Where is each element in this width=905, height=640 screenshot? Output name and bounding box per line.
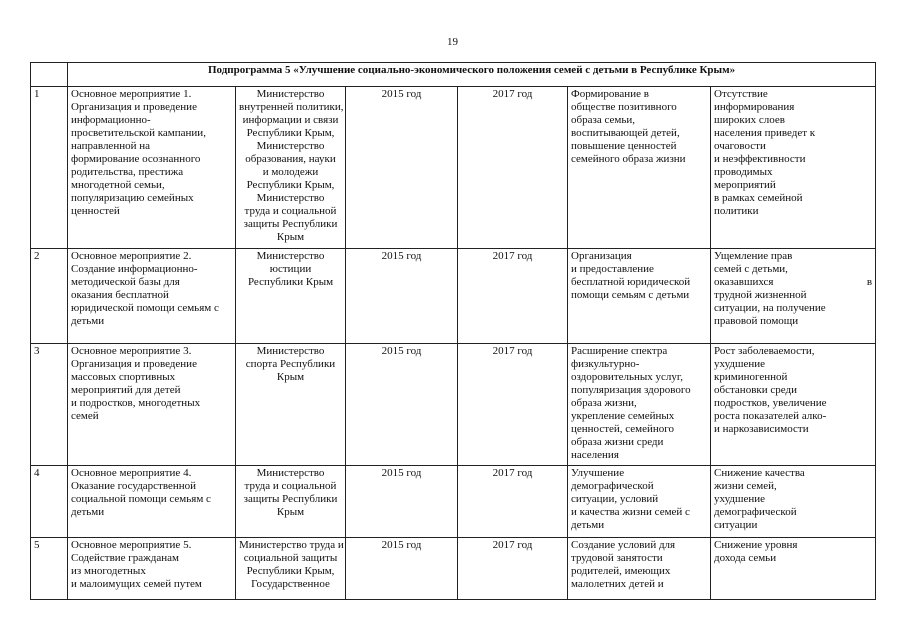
expected-result-line: образа жизни среди — [571, 436, 664, 448]
heading-blank-cell — [31, 63, 68, 87]
consequence-line: населения приведет к — [714, 127, 816, 139]
activity-line: информационно- — [71, 114, 151, 126]
table-row — [31, 538, 876, 600]
expected-result-line: родителей, имеющих — [571, 565, 671, 577]
activity-line: из многодетных — [71, 565, 146, 577]
activity-line: Организация и проведение — [71, 358, 197, 370]
consequence-line: правовой помощи — [714, 315, 799, 327]
executor-line: труда и социальной — [244, 480, 337, 492]
activity-line: Организация и проведение — [71, 101, 197, 113]
activity-line: и малоимущих семей путем — [71, 578, 202, 590]
start-year-cell: 2015 год — [346, 249, 458, 344]
consequence-line: Ущемление прав — [714, 250, 793, 262]
executor-line: социальной защиты — [243, 552, 338, 564]
consequence-line: дохода семьи — [714, 552, 777, 564]
activity-line: родительства, престижа — [71, 166, 184, 178]
consequence-line: проводимых — [714, 166, 773, 178]
subprogram-heading: Подпрограмма 5 «Улучшение социально-экономического положения семей с детьми в Республике Крым» — [68, 63, 876, 87]
executor-line: информации и связи — [242, 114, 339, 126]
subprogram-heading-row — [31, 63, 876, 87]
end-year-cell: 2017 год — [458, 87, 568, 249]
activity-cell — [68, 538, 236, 600]
executor-line: Министерство — [256, 192, 325, 204]
expected-result-line: оздоровительных услуг, — [571, 371, 683, 383]
activity-line: Основное мероприятие 4. — [71, 467, 192, 479]
expected-result-line: малолетних детей и — [571, 578, 664, 590]
expected-result-line: укрепление семейных — [571, 410, 675, 422]
executor-cell — [236, 344, 346, 466]
expected-result-line: ситуации, условий — [571, 493, 659, 505]
expected-result-cell — [568, 87, 711, 249]
expected-result-line: бесплатной юридической — [571, 276, 691, 288]
executor-line: Министерство — [256, 140, 325, 152]
activity-line: Основное мероприятие 5. — [71, 539, 192, 551]
activity-line: Создание информационно- — [71, 263, 198, 275]
executor-cell — [236, 466, 346, 538]
executor-line: юстиции — [269, 263, 312, 275]
expected-result-line: воспитывающей детей, — [571, 127, 680, 139]
consequence-line: информирования — [714, 101, 795, 113]
row-number-cell: 5 — [31, 538, 68, 600]
consequence-line: ситуации, на получение — [714, 302, 826, 314]
activity-line: ценностей — [71, 205, 120, 217]
consequence-line: мероприятий — [714, 179, 776, 191]
executor-line: Министерство — [256, 467, 325, 479]
consequence-cell — [711, 538, 876, 600]
activity-line: детьми — [71, 315, 105, 327]
expected-result-line: Улучшение — [571, 467, 625, 479]
table-row — [31, 249, 876, 344]
executor-line: Министерство — [256, 345, 325, 357]
expected-result-cell — [568, 344, 711, 466]
consequence-line: в рамках семейной — [714, 192, 803, 204]
executor-line: труда и социальной — [244, 205, 337, 217]
consequence-line: Снижение качества — [714, 467, 805, 479]
activity-cell — [68, 466, 236, 538]
expected-result-line: образа семьи, — [571, 114, 635, 126]
expected-result-line: семейного образа жизни — [571, 153, 686, 165]
consequence-line: криминогенной — [714, 371, 788, 383]
consequence-cell — [711, 466, 876, 538]
expected-result-line: помощи семьям с детьми — [571, 289, 690, 301]
start-year-cell: 2015 год — [346, 344, 458, 466]
start-year-cell: 2015 год — [346, 87, 458, 249]
expected-result-line: населения — [571, 449, 619, 461]
start-year-cell: 2015 год — [346, 538, 458, 600]
consequence-line: роста показателей алко- — [714, 410, 827, 422]
consequence-line: обстановки среди — [714, 384, 797, 396]
activity-line: и подростков, многодетных — [71, 397, 201, 409]
row-number-cell: 1 — [31, 87, 68, 249]
consequence-line: Рост заболеваемости, — [714, 345, 815, 357]
row-number-cell: 2 — [31, 249, 68, 344]
activity-line: социальной помощи семьям с — [71, 493, 211, 505]
consequence-cell — [711, 344, 876, 466]
activity-cell — [68, 87, 236, 249]
expected-result-cell — [568, 538, 711, 600]
consequence-line: оказавшихся в — [714, 276, 873, 288]
activity-line: многодетной семьи, — [71, 179, 165, 191]
activity-line: Основное мероприятие 3. — [71, 345, 192, 357]
consequence-cell — [711, 249, 876, 344]
consequence-line: ухудшение — [714, 493, 765, 505]
activity-cell — [68, 344, 236, 466]
consequence-line: Снижение уровня — [714, 539, 798, 551]
executor-line: Министерство труда и — [239, 539, 344, 551]
consequence-line: и наркозависимости — [714, 423, 809, 435]
table-row — [31, 344, 876, 466]
expected-result-line: трудовой занятости — [571, 552, 663, 564]
expected-result-line: Создание условий для — [571, 539, 676, 551]
expected-result-line: образа жизни, — [571, 397, 637, 409]
expected-result-line: Формирование в — [571, 88, 649, 100]
executor-cell — [236, 87, 346, 249]
end-year-cell: 2017 год — [458, 249, 568, 344]
executor-line: Государственное — [251, 578, 330, 590]
expected-result-line: ценностей, семейного — [571, 423, 675, 435]
executor-line: Республики Крым, — [246, 565, 335, 577]
table-row — [31, 466, 876, 538]
executor-line: Министерство — [256, 250, 325, 262]
expected-result-line: обществе позитивного — [571, 101, 677, 113]
activity-line: юридической помощи семьям с — [71, 302, 219, 314]
consequence-line: семей с детьми, — [714, 263, 788, 275]
consequence-line: политики — [714, 205, 759, 217]
executor-line: спорта Республики — [245, 358, 336, 370]
expected-result-cell — [568, 249, 711, 344]
expected-result-line: демографической — [571, 480, 654, 492]
activity-line: просветительской кампании, — [71, 127, 206, 139]
activity-line: Основное мероприятие 1. — [71, 88, 192, 100]
activities-table — [30, 62, 876, 600]
executor-line: образования, науки — [245, 153, 336, 165]
consequence-line: ухудшение — [714, 358, 765, 370]
expected-result-line: детьми — [571, 519, 605, 531]
end-year-cell: 2017 год — [458, 466, 568, 538]
activity-cell — [68, 249, 236, 344]
executor-line: Крым — [276, 506, 305, 518]
activity-line: методической базы для — [71, 276, 180, 288]
executor-line: Республики Крым, — [246, 179, 335, 191]
end-year-cell: 2017 год — [458, 538, 568, 600]
activity-line: семей — [71, 410, 99, 422]
consequence-line: Отсутствие — [714, 88, 768, 100]
activity-line: оказания бесплатной — [71, 289, 169, 301]
expected-result-line: Расширение спектра — [571, 345, 668, 357]
activity-line: Оказание государственной — [71, 480, 197, 492]
expected-result-cell — [568, 466, 711, 538]
executor-cell — [236, 249, 346, 344]
expected-result-line: популяризация здорового — [571, 384, 691, 396]
expected-result-line: Организация — [571, 250, 632, 262]
table-row — [31, 87, 876, 249]
consequence-line: подростков, увеличение — [714, 397, 827, 409]
executor-line: Крым — [276, 231, 305, 243]
executor-line: защиты Республики — [243, 218, 338, 230]
executor-line: Республики Крым — [247, 276, 334, 288]
executor-line: и молодежи — [262, 166, 319, 178]
activity-line: направленной на — [71, 140, 150, 152]
executor-cell — [236, 538, 346, 600]
expected-result-line: и качества жизни семей с — [571, 506, 690, 518]
row-number-cell: 3 — [31, 344, 68, 466]
consequence-line: и неэффективности — [714, 153, 806, 165]
expected-result-line: повышение ценностей — [571, 140, 677, 152]
activity-line: Основное мероприятие 2. — [71, 250, 192, 262]
activity-line: Содействие гражданам — [71, 552, 179, 564]
expected-result-line: физкультурно- — [571, 358, 640, 370]
consequence-line: ситуации — [714, 519, 758, 531]
consequence-cell — [711, 87, 876, 249]
consequence-line: широких слоев — [714, 114, 785, 126]
executor-line: Министерство — [256, 88, 325, 100]
executor-line: защиты Республики — [243, 493, 338, 505]
page-number: 19 — [447, 36, 458, 48]
executor-line: внутренней политики, — [239, 101, 344, 113]
activity-line: массовых спортивных — [71, 371, 176, 383]
activity-line: детьми — [71, 506, 105, 518]
consequence-line: очаговости — [714, 140, 766, 152]
executor-line: Республики Крым, — [246, 127, 335, 139]
activity-line: формирование осознанного — [71, 153, 201, 165]
consequence-line: демографической — [714, 506, 797, 518]
expected-result-line: и предоставление — [571, 263, 654, 275]
activity-line: мероприятий для детей — [71, 384, 181, 396]
executor-line: Крым — [276, 371, 305, 383]
start-year-cell: 2015 год — [346, 466, 458, 538]
row-number-cell: 4 — [31, 466, 68, 538]
consequence-line: трудной жизненной — [714, 289, 807, 301]
activity-line: популяризацию семейных — [71, 192, 194, 204]
end-year-cell: 2017 год — [458, 344, 568, 466]
consequence-line: жизни семей, — [714, 480, 777, 492]
